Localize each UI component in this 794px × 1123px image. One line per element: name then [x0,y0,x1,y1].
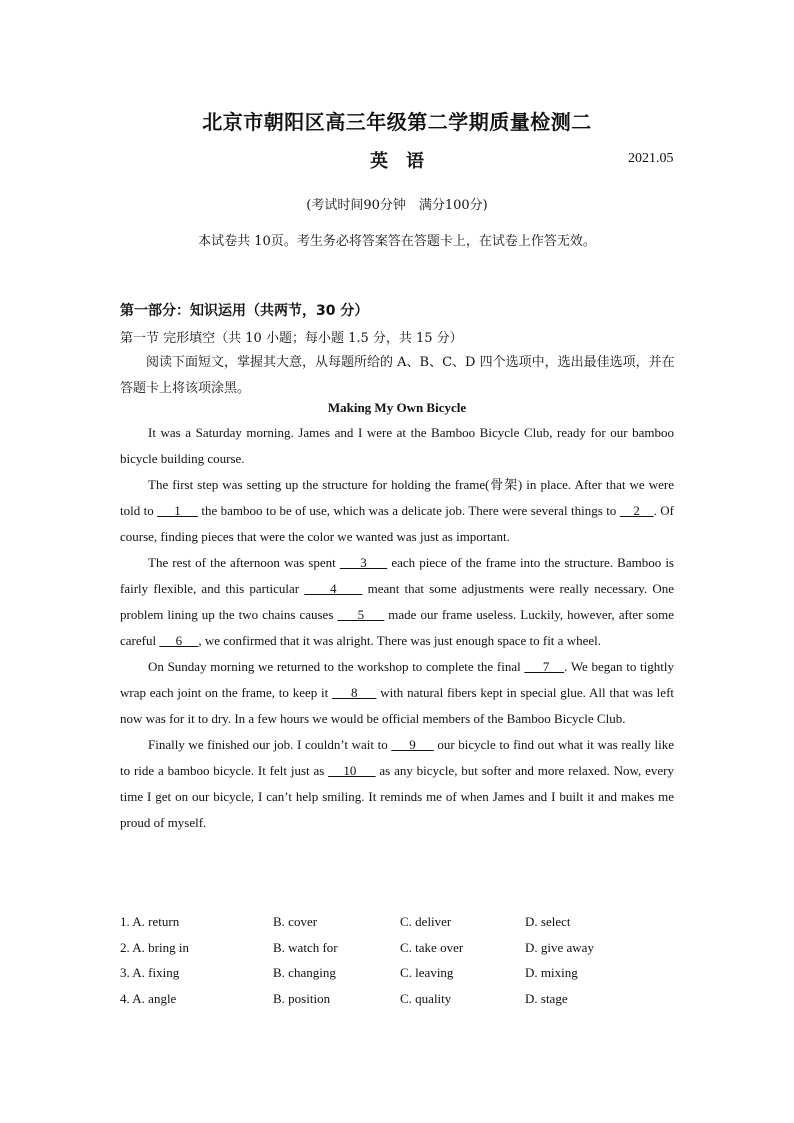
option-a: 2. A. bring in [120,939,189,955]
paragraph-text: On Sunday morning we returned to the workshop to complete the final [148,659,525,674]
paragraph-text: The first step was setting up the structure for holding the frame(骨架) in place. After that we were told to [120,477,674,518]
blank-7: 7 [524,659,565,674]
option-c: C. leaving [400,965,454,980]
paragraph-text: , we confirmed that it was alright. There was just enough space to fit a wheel. [198,633,601,648]
option-c: C. deliver [400,914,452,929]
paragraph-text: our bicycle to find out what it was really like to ride a bamboo bicycle. It felt just as [120,737,675,778]
paragraph-text: made our frame useless. Luckily, however, after some careful [120,607,674,648]
option-row [120,965,680,991]
blank-10: 10 [328,763,376,778]
exam-notice: 本试卷共 10页。考生务必将答案答在答题卡上，在试卷上作答无效。 [198,234,596,249]
option-a: 4. A. angle [120,990,177,1006]
option-b: B. changing [273,965,336,980]
paragraph-text: as any bicycle, but softer and more relaxed. Now, every time I get on our bicycle, I can’t help smiling. It reminds me of when James and I built it and makes me proud of myself. [120,763,674,830]
section-heading: 第一节 完形填空（共 10 小题；每小题 1.5 分，共 15 分） [120,331,463,346]
blank-4: 4 [304,581,363,596]
blank-2: 2 [619,503,654,518]
option-c: C. take over [400,939,464,955]
option-d: D. select [525,914,571,929]
blank-6: 6 [159,633,199,648]
paragraph-text: Finally we finished our job. I couldn’t wait to [148,737,392,752]
answer-options [120,914,680,1016]
option-a: 3. A. fixing [120,965,180,980]
blank-8: 8 [332,685,377,700]
blank-3: 3 [339,555,388,570]
option-row [120,914,680,940]
passage [120,420,674,836]
paragraph-1 [120,420,674,472]
subject-title: 英 语 [370,151,424,172]
option-b: B. position [273,990,331,1006]
paragraph-text: with natural fibers kept in special glue. All that was left now was for it to dry. In a few hours we would be official members of the Bamboo Bicycle Club. [120,685,675,726]
option-a: 1. A. return [120,914,180,929]
paragraph-5 [120,732,674,836]
paragraph-text: It was a Saturday morning. James and I were at the Bamboo Bicycle Club, ready for our bamboo bicycle building course. [120,425,674,466]
option-d: D. stage [525,990,568,1006]
part-heading: 第一部分：知识运用（共两节，30 分） [120,303,369,319]
paragraph-3 [120,550,674,654]
option-d: D. mixing [525,965,578,980]
exam-date: 2021.05 [628,151,674,166]
passage-title: Making My Own Bicycle [327,400,467,415]
paragraph-text: meant that some adjustments were really necessary. One problem lining up the two chains causes [120,581,675,622]
exam-title: 北京市朝阳区高三年级第二学期质量检测二 [202,110,592,134]
option-row [120,940,680,966]
paragraph-text: the bamboo to be of use, which was a delicate job. There were several things to [197,503,620,518]
paragraph-text: . Of course, finding pieces that were the color we wanted was just as important. [120,503,675,544]
option-c: C. quality [400,990,452,1006]
exam-timing: (考试时间90分钟 满分100分) [306,198,488,213]
paragraph-2 [120,472,674,550]
option-b: B. cover [273,914,318,929]
option-d: D. give away [525,939,594,955]
blank-5: 5 [337,607,385,622]
paragraph-text: . We began to tightly wrap each joint on the frame, to keep it [120,659,674,700]
instruction-text: 阅读下面短文，掌握其大意，从每题所给的 A、B、C、D 四个选项中，选出最佳选项，并在答题卡上将该项涂黑。 [120,355,675,396]
blank-9: 9 [391,737,434,752]
paragraph-4 [120,654,674,732]
paragraph-text: The rest of the afternoon was spent [148,555,340,570]
paragraph-text: each piece of the frame into the structure. Bamboo is fairly flexible, and this particular [120,555,674,596]
option-row [120,991,680,1017]
blank-1: 1 [157,503,198,518]
option-b: B. watch for [273,939,338,955]
